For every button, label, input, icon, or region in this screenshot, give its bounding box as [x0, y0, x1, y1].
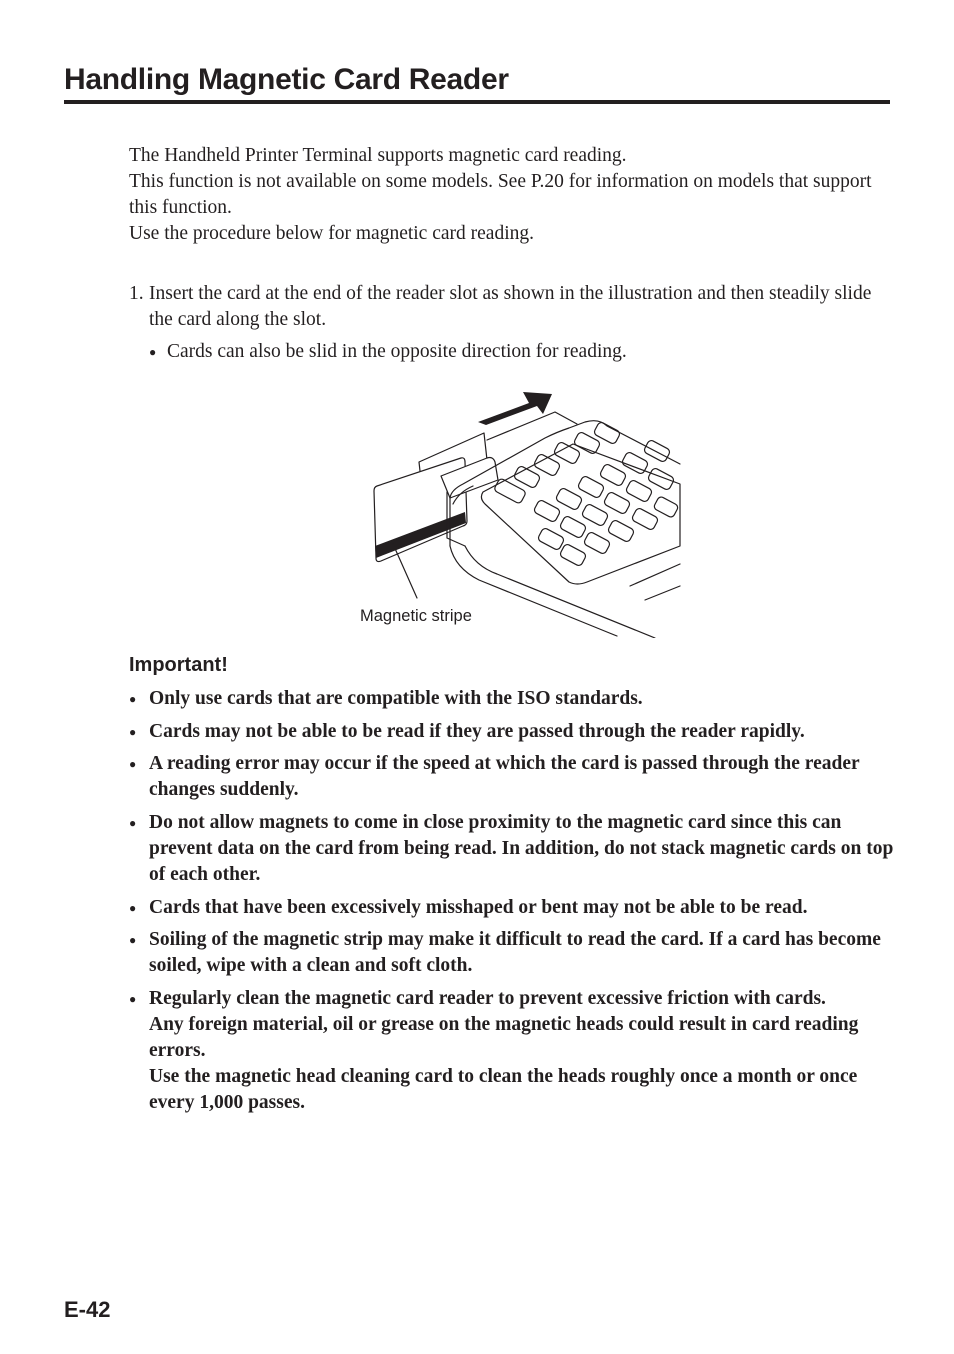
list-item-text: Soiling of the magnetic strip may make it difficult to read the card. If a card has become soiled, wipe with a clean and soft cloth. [149, 929, 881, 977]
bullet-icon: ● [129, 724, 137, 739]
step-number: 1. [129, 283, 144, 304]
step-note [149, 339, 889, 365]
list-item [129, 751, 899, 803]
step-note-text: Cards can also be slid in the opposite direction for reading. [167, 341, 627, 362]
list-item-text: Regularly clean the magnetic card reader to prevent excessive friction with cards. [149, 988, 826, 1010]
card-reader-illustration [355, 386, 685, 638]
card-reader-drawing [355, 386, 685, 638]
list-item [129, 927, 899, 979]
list-item-text: Do not allow magnets to come in close proximity to the magnetic card since this can prevent data on the card from being read. In addition, do not stack magnetic cards on top of each other. [149, 812, 894, 886]
important-list [129, 686, 899, 1123]
bullet-icon: ● [129, 933, 137, 948]
bullet-icon: ● [129, 816, 137, 831]
intro-line: This function is not available on some models. See P.20 for information on models that support this function. [129, 171, 872, 218]
list-item [129, 686, 899, 712]
bullet-icon: ● [149, 345, 157, 359]
bullet-icon: ● [129, 900, 137, 915]
intro-line: The Handheld Printer Terminal supports magnetic card reading. [129, 145, 627, 166]
list-item-text: Any foreign material, oil or grease on the magnetic heads could result in card reading errors. [149, 1014, 859, 1062]
list-item [129, 810, 899, 888]
title-rule [64, 100, 890, 104]
important-heading: Important! [129, 654, 228, 676]
list-item-text: Use the magnetic head cleaning card to clean the heads roughly once a month or once every 1,000 passes. [149, 1066, 858, 1114]
step-text: Insert the card at the end of the reader slot as shown in the illustration and then steadily slide the card along the slot. [149, 283, 872, 330]
list-item [129, 895, 899, 921]
page-number: E-42 [64, 1297, 111, 1322]
page-title: Handling Magnetic Card Reader [64, 63, 509, 96]
list-item [129, 986, 899, 1116]
list-item-text: A reading error may occur if the speed at which the card is passed through the reader changes suddenly. [149, 753, 860, 801]
list-item-text: Cards that have been excessively misshaped or bent may not be able to be read. [149, 896, 808, 918]
bullet-icon: ● [129, 992, 137, 1007]
list-item-text: Only use cards that are compatible with the ISO standards. [149, 688, 643, 709]
intro-text [129, 143, 899, 247]
step-1 [129, 281, 899, 333]
bullet-icon: ● [129, 757, 137, 772]
bullet-icon: ● [129, 692, 137, 706]
list-item-text: Cards may not be able to be read if they are passed through the reader rapidly. [149, 720, 805, 742]
list-item [129, 719, 899, 745]
intro-line: Use the procedure below for magnetic card reading. [129, 223, 534, 244]
magnetic-stripe-label: Magnetic stripe [360, 607, 472, 625]
